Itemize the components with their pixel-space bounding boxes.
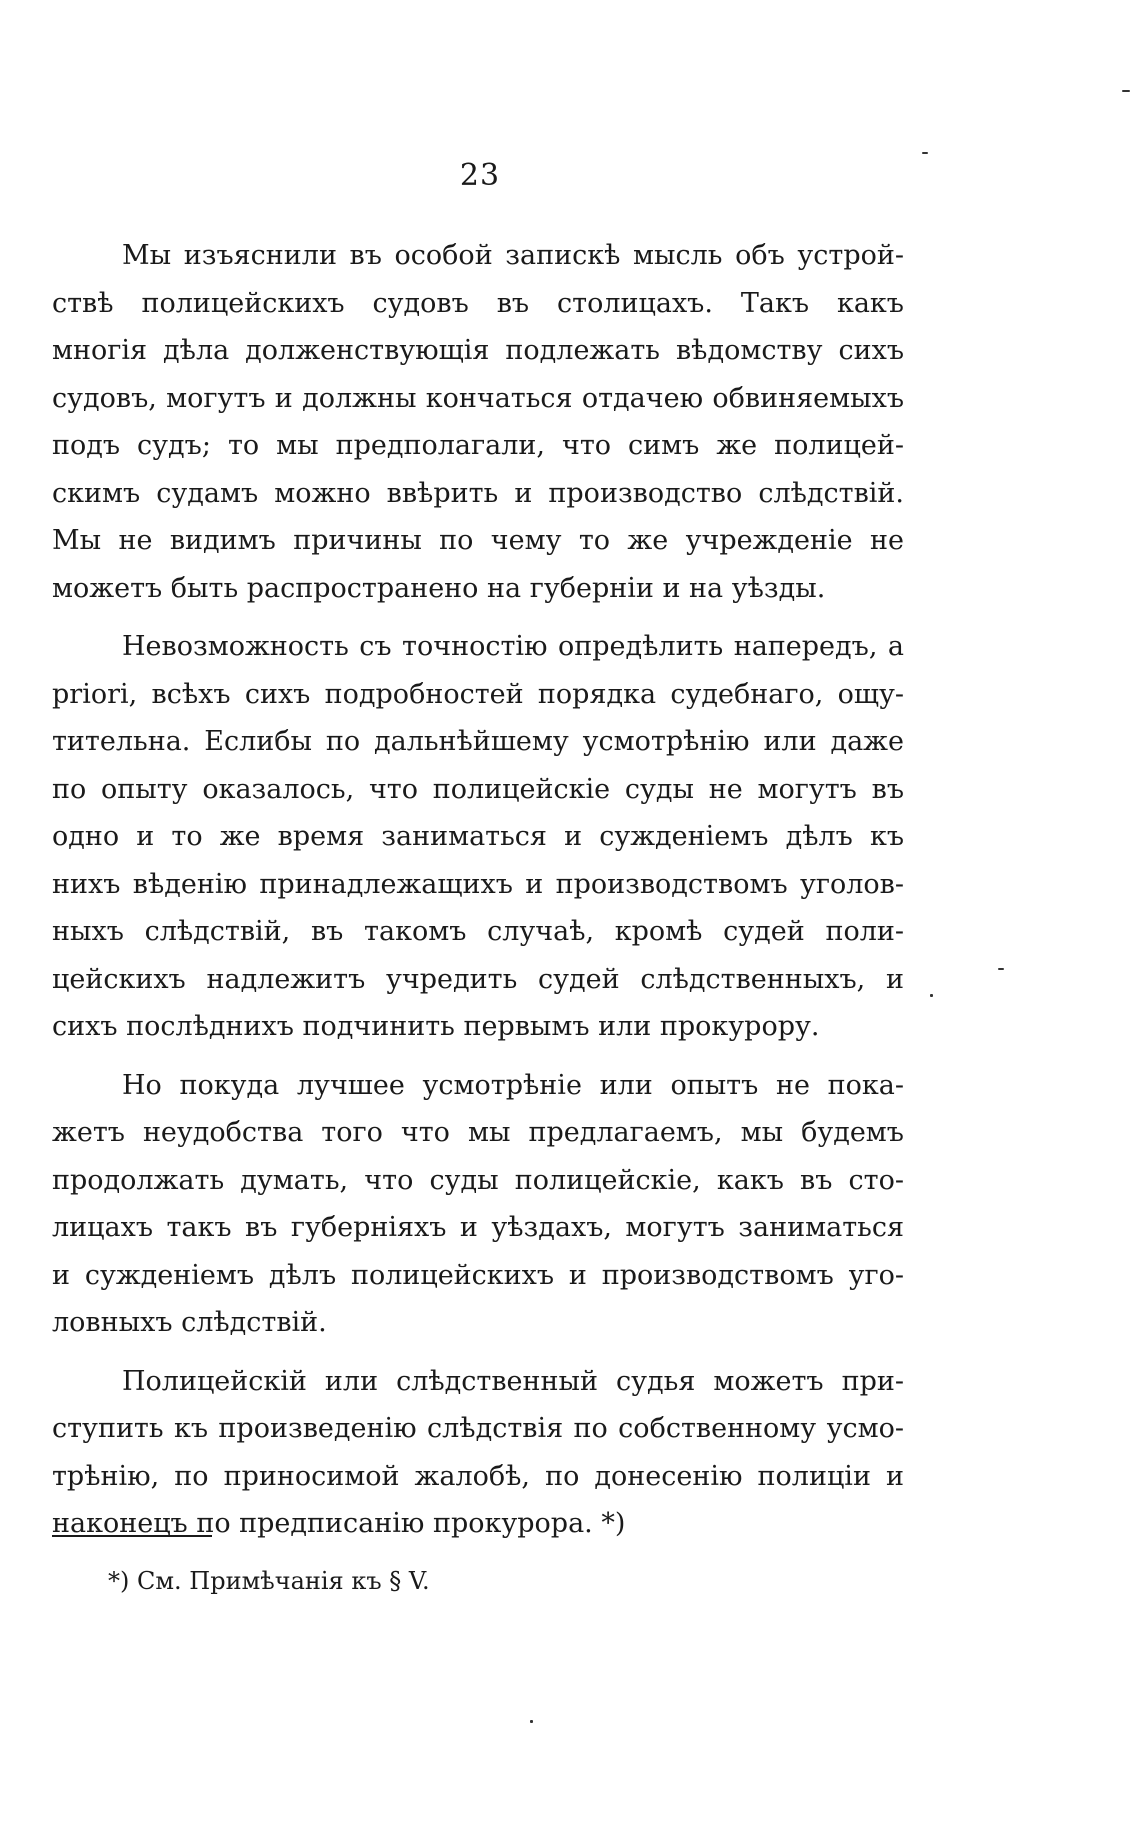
- text-line: наконецъ по предписанію прокурора. *): [52, 1508, 626, 1539]
- text-line: Полицейскій или слѣдственный судья можетъ при-: [122, 1365, 904, 1397]
- text-line: нихъ вѣденію принадлежащихъ и производствомъ уголов-: [52, 868, 904, 900]
- paragraph-1: [52, 232, 904, 612]
- text-line: ныхъ слѣдствій, въ такомъ случаѣ, кромѣ судей поли-: [52, 916, 904, 947]
- text-line: скимъ судамъ можно ввѣрить и производство слѣдствій.: [52, 477, 904, 509]
- text-line: жетъ неудобства того что мы предлагаемъ, мы будемъ: [52, 1117, 904, 1148]
- text-line: ловныхъ слѣдствій.: [52, 1307, 327, 1338]
- text-line: многія дѣла долженствующія подлежать вѣдомству сихъ: [52, 335, 904, 366]
- text-line: по опыту оказалось, что полицейскіе суды не могутъ въ: [52, 773, 904, 805]
- text-line: тительна. Еслибы по дальнѣйшему усмотрѣнію или даже: [52, 726, 904, 757]
- text-line: подъ судъ; то мы предполагали, что симъ же полицей-: [52, 430, 904, 461]
- text-line: лицахъ такъ въ губерніяхъ и уѣздахъ, могутъ заниматься: [52, 1212, 904, 1243]
- text-line: Но покуда лучшее усмотрѣніе или опытъ не пока-: [122, 1069, 904, 1101]
- text-body: [52, 232, 904, 1559]
- text-line: ствѣ полицейскихъ судовъ въ столицахъ. Такъ какъ: [52, 287, 904, 319]
- text-line: продолжать думать, что суды полицейскіе, какъ въ сто-: [52, 1164, 904, 1196]
- footnote-rule: [52, 1535, 212, 1537]
- text-line: Невозможность съ точностію опредѣлить напередъ, а: [122, 631, 904, 662]
- page-number: 23: [459, 158, 501, 193]
- text-line: можетъ быть распространено на губерніи и на уѣзды.: [52, 572, 826, 604]
- text-line: priori, всѣхъ сихъ подробностей порядка судебнаго, ощу-: [52, 678, 904, 710]
- text-line: Мы изъяснили въ особой запискѣ мысль объ устрой-: [122, 240, 904, 271]
- text-line: трѣнію, по приносимой жалобѣ, по донесенію полиціи и: [52, 1460, 904, 1492]
- paragraph-2: [52, 623, 904, 1051]
- footnote: *) См. Примѣчанія къ § V.: [108, 1567, 430, 1595]
- scan-speck: [998, 968, 1004, 970]
- scan-speck: [1122, 90, 1130, 92]
- text-line: судовъ, могутъ и должны кончаться отдачею обвиняемыхъ: [52, 382, 904, 414]
- text-line: Мы не видимъ причины по чему то же учрежденіе не: [52, 525, 904, 556]
- scan-speck: [930, 994, 933, 997]
- text-line: сихъ послѣднихъ подчинить первымъ или прокурору.: [52, 1011, 820, 1042]
- scan-speck: [530, 1720, 533, 1723]
- text-line: одно и то же время заниматься и сужденіемъ дѣлъ къ: [52, 821, 904, 852]
- text-line: цейскихъ надлежитъ учредить судей слѣдственныхъ, и: [52, 963, 904, 995]
- text-line: и сужденіемъ дѣлъ полицейскихъ и производствомъ уго-: [52, 1259, 904, 1291]
- paragraph-3: [52, 1062, 904, 1347]
- text-line: ступить къ произведенію слѣдствія по собственному усмо-: [52, 1413, 904, 1444]
- scan-speck: [922, 152, 928, 154]
- paragraph-4: [52, 1358, 904, 1548]
